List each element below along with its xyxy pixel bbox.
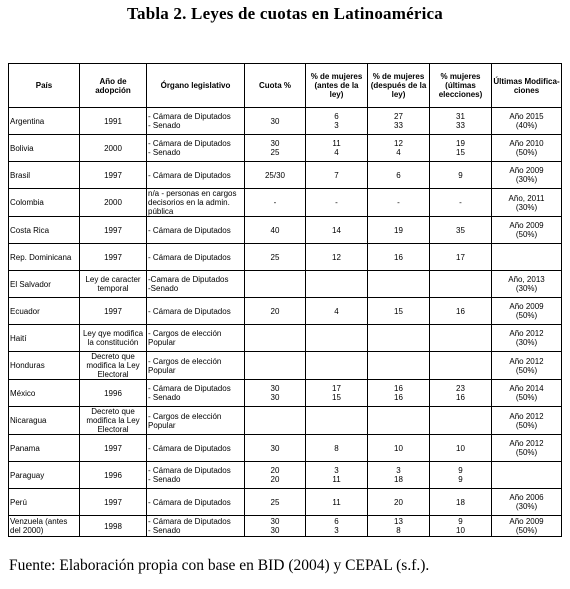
cell-women-before-line: 6: [334, 112, 339, 121]
cell-year: 1996: [80, 462, 147, 489]
cell-women-before: [306, 271, 368, 298]
cell-last-modification-line: (50%): [515, 448, 538, 457]
cell-last-modification: [492, 516, 562, 537]
table-row: [9, 298, 562, 325]
cell-last-modification-line: (40%): [515, 121, 538, 130]
cell-quota: [245, 217, 306, 244]
cell-women-before: [306, 407, 368, 435]
cell-last-modification: [492, 217, 562, 244]
cell-women-last-line: 23: [456, 384, 465, 393]
cell-country: Perú: [9, 489, 80, 516]
cell-women-after: [368, 462, 430, 489]
cell-women-after-line: 4: [396, 148, 401, 157]
cell-women-last-line: 35: [456, 225, 465, 235]
cell-women-last: [430, 217, 492, 244]
cell-women-before-line: 15: [332, 393, 341, 402]
cell-last-modification-line: (50%): [515, 230, 538, 239]
cell-organ-line: - Cámara de Diputados: [148, 466, 231, 475]
table-row: [9, 489, 562, 516]
cell-last-modification: [492, 189, 562, 217]
cell-women-last: [430, 489, 492, 516]
cell-country: México: [9, 380, 80, 407]
cell-organ-line: - Cámara de Diputados: [148, 443, 231, 453]
cell-quota: [245, 298, 306, 325]
cell-women-last: [430, 462, 492, 489]
cell-women-after: [368, 271, 430, 298]
table-row: [9, 189, 562, 217]
cell-organ-line: - Senado: [148, 393, 181, 402]
table-row: [9, 516, 562, 537]
cell-last-modification: [492, 435, 562, 462]
cell-women-after: [368, 325, 430, 352]
cell-quota-line: 30: [270, 443, 280, 453]
cell-women-before: [306, 217, 368, 244]
header-women-before: % de mujeres (antes de la ley): [306, 64, 368, 108]
cell-women-last-line: 17: [456, 252, 465, 262]
cell-quota: [245, 189, 306, 217]
cell-women-after-line: 10: [394, 443, 403, 453]
table-body: [9, 108, 562, 537]
source-note: Fuente: Elaboración propia con base en BID (2004) y CEPAL (s.f.).: [9, 557, 430, 574]
cell-year: 1997: [80, 489, 147, 516]
cell-women-last-line: 9: [458, 517, 463, 526]
cell-country: Nicaragua: [9, 407, 80, 435]
cell-last-modification-line: (50%): [515, 148, 538, 157]
cell-country: Bolivia: [9, 135, 80, 162]
cell-women-before: [306, 162, 368, 189]
cell-last-modification-line: Año 2009: [509, 221, 544, 230]
cell-women-before: [306, 352, 368, 380]
cell-country: Rep. Dominicana: [9, 244, 80, 271]
cell-last-modification-line: Año 2012: [509, 329, 544, 338]
cell-women-before: [306, 189, 368, 217]
cell-women-last-line: 16: [456, 306, 465, 316]
cell-last-modification: [492, 244, 562, 271]
cell-women-last-line: 10: [456, 443, 465, 453]
cell-organ: [147, 352, 245, 380]
cell-women-after: [368, 516, 430, 537]
cell-women-before-line: 17: [332, 384, 341, 393]
cell-quota: [245, 162, 306, 189]
cell-quota-line: 25: [270, 148, 280, 157]
cell-women-before-line: 6: [334, 517, 339, 526]
table-row: [9, 108, 562, 135]
cell-women-before-line: 4: [334, 306, 339, 316]
cell-last-modification: [492, 298, 562, 325]
cell-quota: [245, 462, 306, 489]
cell-quota: [245, 489, 306, 516]
cell-women-before-line: 7: [334, 170, 339, 180]
cell-women-last-line: 19: [456, 139, 465, 148]
cell-women-before-line: 11: [332, 497, 341, 507]
cell-quota-line: 20: [270, 306, 280, 316]
cell-organ-line: - Cámara de Diputados: [148, 497, 231, 507]
cell-year: 1996: [80, 380, 147, 407]
cell-organ: [147, 380, 245, 407]
cell-women-last: [430, 352, 492, 380]
header-quota: Cuota %: [245, 64, 306, 108]
cell-women-before-line: 8: [334, 443, 339, 453]
cell-quota-line: 30: [270, 116, 280, 126]
header-year: Año de adopción: [80, 64, 147, 108]
cell-last-modification: [492, 489, 562, 516]
cell-women-before-line: -: [335, 198, 338, 207]
cell-organ: [147, 162, 245, 189]
cell-last-modification-line: Año 2009: [509, 166, 544, 175]
header-women-last: % mujeres (últimas elecciones): [430, 64, 492, 108]
cell-women-last: [430, 244, 492, 271]
cell-country: Costa Rica: [9, 217, 80, 244]
cell-women-before-line: 3: [334, 466, 339, 475]
cell-women-last: [430, 298, 492, 325]
cell-last-modification-line: (30%): [515, 175, 538, 184]
cell-last-modification: [492, 325, 562, 352]
cell-women-last-line: 10: [456, 526, 465, 535]
cell-organ-line: - Cargos de elección Popular: [148, 411, 222, 430]
cell-last-modification: [492, 162, 562, 189]
cell-country: Venzuela (antes del 2000): [9, 516, 80, 537]
cell-women-after: [368, 217, 430, 244]
cell-organ: [147, 244, 245, 271]
cell-last-modification-line: Año 2009: [509, 517, 544, 526]
cell-women-after: [368, 108, 430, 135]
cell-women-last: [430, 162, 492, 189]
table-row: [9, 271, 562, 298]
cell-women-before: [306, 244, 368, 271]
cell-organ-line: - Senado: [148, 475, 181, 484]
header-women-after: % de mujeres (después de la ley): [368, 64, 430, 108]
cell-year: 1997: [80, 162, 147, 189]
table-row: [9, 435, 562, 462]
cell-last-modification-line: (30%): [515, 502, 538, 511]
cell-organ: [147, 407, 245, 435]
cell-women-last: [430, 325, 492, 352]
cell-quota: [245, 352, 306, 380]
cell-women-last-line: 9: [458, 466, 463, 475]
cell-women-last-line: 18: [456, 497, 465, 507]
cell-last-modification-line: (50%): [515, 393, 538, 402]
cell-country: Argentina: [9, 108, 80, 135]
cell-organ: [147, 325, 245, 352]
cell-women-last: [430, 135, 492, 162]
cell-organ-line: -Camara de Diputados: [148, 275, 229, 284]
cell-women-before: [306, 325, 368, 352]
cell-quota-line: 30: [270, 517, 280, 526]
cell-last-modification-line: Año 2012: [509, 439, 544, 448]
cell-organ-line: - Senado: [148, 121, 181, 130]
header-last-modifications: Últimas Modifica-ciones: [492, 64, 562, 108]
cell-women-after-line: 18: [394, 475, 403, 484]
cell-women-after: [368, 407, 430, 435]
cell-women-last-line: 16: [456, 393, 465, 402]
cell-year: 2000: [80, 135, 147, 162]
cell-last-modification: [492, 108, 562, 135]
table-row: [9, 325, 562, 352]
cell-organ-line: - Cámara de Diputados: [148, 112, 231, 121]
table-row: [9, 217, 562, 244]
cell-last-modification-line: (50%): [515, 420, 538, 430]
cell-women-before: [306, 135, 368, 162]
cell-women-after-line: 16: [394, 384, 403, 393]
table-title: Tabla 2. Leyes de cuotas en Latinoamérica: [127, 4, 443, 23]
cell-quota-line: 25/30: [264, 170, 286, 180]
cell-women-last-line: -: [459, 198, 462, 207]
cell-quota-line: -: [273, 198, 277, 207]
cell-year: 2000: [80, 189, 147, 217]
cell-last-modification: [492, 352, 562, 380]
cell-women-before: [306, 489, 368, 516]
cell-quota: [245, 407, 306, 435]
cell-organ-line: - Cámara de Diputados: [148, 225, 231, 235]
cell-organ-line: - Cámara de Diputados: [148, 252, 231, 262]
header-country: País: [9, 64, 80, 108]
cell-women-after-line: 16: [394, 393, 403, 402]
cell-organ: [147, 108, 245, 135]
cell-year: Ley de caracter temporal: [80, 271, 147, 298]
cell-last-modification-line: Año 2015: [509, 112, 544, 121]
cell-quota: [245, 135, 306, 162]
cell-quota-line: 20: [270, 466, 280, 475]
cell-last-modification-line: (50%): [515, 311, 538, 320]
cell-last-modification-line: Año, 2013: [508, 275, 545, 284]
header-organ: Órgano legislativo: [147, 64, 245, 108]
header-row: [9, 64, 562, 108]
cell-women-last-line: 9: [458, 170, 463, 180]
cell-quota-line: 30: [270, 384, 280, 393]
cell-last-modification-line: (50%): [515, 365, 538, 375]
cell-organ: [147, 135, 245, 162]
cell-organ: [147, 435, 245, 462]
cell-women-after-line: 20: [394, 497, 403, 507]
cell-year: Decreto que modifica la Ley Electoral: [80, 352, 147, 380]
cell-quota: [245, 516, 306, 537]
cell-country: Brasil: [9, 162, 80, 189]
cell-country: Haití: [9, 325, 80, 352]
cell-organ-line: - Cámara de Diputados: [148, 170, 231, 180]
table-row: [9, 352, 562, 380]
table-row: [9, 135, 562, 162]
cell-organ: [147, 217, 245, 244]
cell-women-last: [430, 108, 492, 135]
table-row: [9, 244, 562, 271]
cell-women-after-line: 12: [394, 139, 403, 148]
cell-quota-line: 30: [270, 139, 280, 148]
table-row: [9, 162, 562, 189]
cell-organ: [147, 489, 245, 516]
cell-quota-line: 30: [270, 393, 280, 402]
cell-last-modification-line: (50%): [515, 526, 538, 535]
table-row: [9, 380, 562, 407]
cell-last-modification: [492, 407, 562, 435]
table-row: [9, 462, 562, 489]
cell-organ-line: - Cámara de Diputados: [148, 384, 231, 393]
cell-women-after-line: 33: [394, 121, 403, 130]
cell-women-after-line: 16: [394, 252, 403, 262]
cell-last-modification: [492, 380, 562, 407]
cell-women-last: [430, 189, 492, 217]
cell-women-last: [430, 407, 492, 435]
cell-year: 1997: [80, 298, 147, 325]
cell-women-after: [368, 162, 430, 189]
cell-women-last: [430, 435, 492, 462]
cell-women-after-line: 27: [394, 112, 403, 121]
cell-women-after: [368, 352, 430, 380]
cell-women-before-line: 12: [332, 252, 341, 262]
cell-women-after-line: -: [397, 198, 400, 207]
cell-organ-line: - Cámara de Diputados: [148, 517, 231, 526]
quota-laws-table: [8, 63, 562, 537]
cell-country: Paraguay: [9, 462, 80, 489]
cell-last-modification: [492, 271, 562, 298]
cell-last-modification-line: Año 2014: [509, 384, 544, 393]
cell-organ-line: - Cámara de Diputados: [148, 306, 231, 316]
cell-women-after: [368, 189, 430, 217]
cell-women-before-line: 3: [334, 526, 339, 535]
cell-women-after-line: 8: [396, 526, 401, 535]
cell-year: 1997: [80, 244, 147, 271]
cell-organ: [147, 462, 245, 489]
cell-women-before: [306, 435, 368, 462]
cell-last-modification-line: (30%): [515, 284, 538, 293]
cell-women-last-line: 31: [456, 112, 465, 121]
cell-country: Colombia: [9, 189, 80, 217]
cell-year: 1997: [80, 217, 147, 244]
cell-women-before-line: 4: [334, 148, 339, 157]
cell-last-modification-line: Año 2010: [509, 139, 544, 148]
cell-women-before: [306, 298, 368, 325]
cell-quota: [245, 435, 306, 462]
cell-organ-line: - Cargos de elección Popular: [148, 356, 222, 375]
table-row: [9, 407, 562, 435]
cell-year: Decreto que modifica la Ley Electoral: [80, 407, 147, 435]
cell-organ-line: - Cargos de elección Popular: [148, 329, 222, 347]
cell-year: 1997: [80, 435, 147, 462]
cell-last-modification-line: Año, 2011: [508, 193, 545, 203]
cell-women-after-line: 13: [394, 517, 403, 526]
cell-women-after-line: 3: [396, 466, 401, 475]
cell-last-modification: [492, 462, 562, 489]
cell-last-modification-line: (30%): [515, 338, 538, 347]
cell-year: 1991: [80, 108, 147, 135]
cell-quota: [245, 271, 306, 298]
cell-women-after-line: 19: [394, 225, 403, 235]
cell-women-last: [430, 380, 492, 407]
cell-country: El Salvador: [9, 271, 80, 298]
cell-last-modification-line: Año 2012: [509, 356, 544, 366]
cell-women-after-line: 15: [394, 306, 403, 316]
cell-women-after-line: 6: [396, 170, 401, 180]
cell-women-after: [368, 244, 430, 271]
cell-women-after: [368, 380, 430, 407]
cell-organ: [147, 271, 245, 298]
cell-last-modification-line: Año 2009: [509, 302, 544, 311]
cell-women-after: [368, 435, 430, 462]
cell-women-before: [306, 380, 368, 407]
cell-last-modification-line: Año 2012: [509, 411, 544, 421]
cell-women-before-line: 11: [332, 475, 341, 484]
cell-quota-line: 30: [270, 526, 280, 535]
cell-quota-line: 20: [270, 475, 280, 484]
cell-women-last-line: 33: [456, 121, 465, 130]
cell-quota: [245, 244, 306, 271]
cell-women-before: [306, 108, 368, 135]
cell-organ: [147, 298, 245, 325]
cell-organ-line: n/a - personas en cargos decisorios en la admin. pública: [148, 189, 237, 216]
cell-country: Ecuador: [9, 298, 80, 325]
cell-last-modification-line: Año 2006: [509, 493, 544, 502]
cell-country: Panama: [9, 435, 80, 462]
cell-country: Honduras: [9, 352, 80, 380]
cell-women-after: [368, 298, 430, 325]
cell-women-last: [430, 271, 492, 298]
cell-quota-line: 25: [270, 497, 280, 507]
cell-women-last-line: 9: [458, 475, 463, 484]
cell-women-after: [368, 489, 430, 516]
cell-women-after: [368, 135, 430, 162]
cell-quota: [245, 380, 306, 407]
cell-women-before-line: 3: [334, 121, 339, 130]
cell-year: 1998: [80, 516, 147, 537]
cell-last-modification-line: (30%): [515, 202, 538, 212]
cell-organ: [147, 516, 245, 537]
cell-organ-line: - Cámara de Diputados: [148, 139, 231, 148]
cell-quota-line: 25: [270, 252, 280, 262]
cell-organ-line: - Senado: [148, 526, 181, 535]
cell-women-before-line: 11: [332, 139, 341, 148]
cell-quota-line: 40: [270, 225, 280, 235]
cell-women-before: [306, 516, 368, 537]
cell-women-last-line: 15: [456, 148, 465, 157]
cell-year: Ley qye modifica la constitución: [80, 325, 147, 352]
cell-quota: [245, 108, 306, 135]
cell-last-modification: [492, 135, 562, 162]
cell-organ-line: -Senado: [148, 284, 179, 293]
cell-women-before: [306, 462, 368, 489]
cell-women-last: [430, 516, 492, 537]
cell-quota: [245, 325, 306, 352]
cell-organ: [147, 189, 245, 217]
cell-women-before-line: 14: [332, 225, 341, 235]
cell-organ-line: - Senado: [148, 148, 181, 157]
